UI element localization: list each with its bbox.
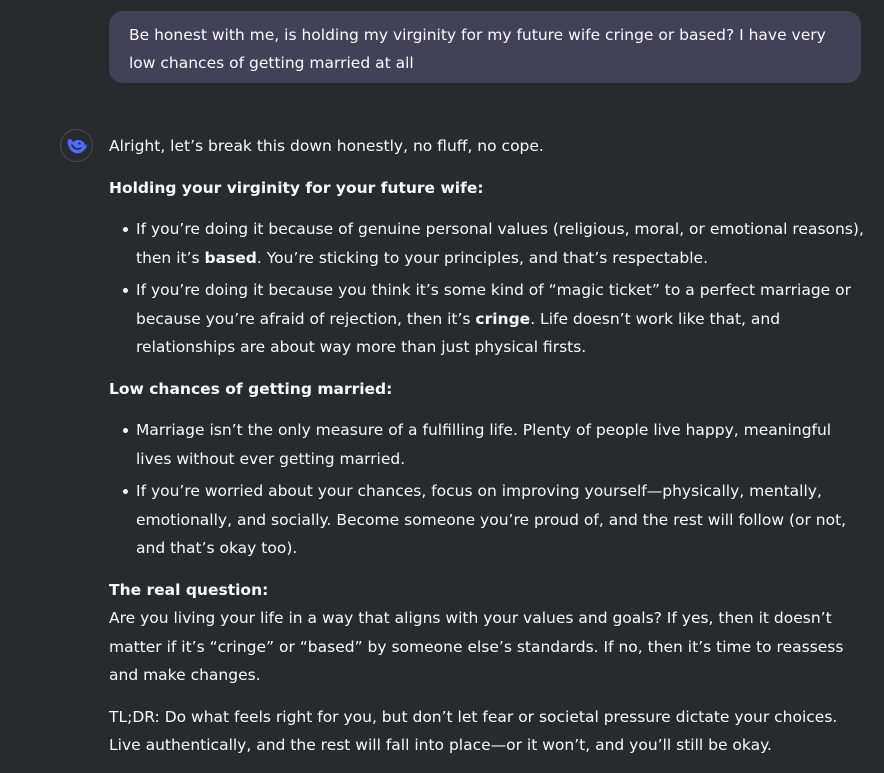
list-item: If you’re worried about your chances, focus on improving yourself—physically, mentally, emotionally, and socially. Become someone you’re proud of, and the rest will follow (or not, and that’s okay too). (136, 477, 864, 563)
real-question-body: Are you living your life in a way that aligns with your values and goals? If yes, then it doesn’t matter if it’s “cringe” or “based” by someone else’s standards. If no, then it’s time to reassess and make changes. (109, 609, 844, 684)
assistant-message (109, 132, 864, 773)
section-heading-real-question: The real question: (109, 580, 269, 599)
whale-logo-icon (66, 137, 88, 155)
answer-intro: Alright, let’s break this down honestly, no fluff, no cope. (109, 137, 544, 155)
assistant-avatar (60, 129, 93, 162)
list-item-text: If you’re doing it because of genuine personal values (religious, moral, or emotional reasons), then it’s (136, 220, 864, 267)
bold-term-cringe: cringe (475, 309, 531, 328)
virginity-list (109, 215, 864, 362)
user-message-text: Be honest with me, is holding my virginity for my future wife cringe or based? I have very low chances of getting married at all (129, 26, 826, 72)
real-question-block (109, 576, 864, 690)
tldr-paragraph: TL;DR: Do what feels right for you, but don’t let fear or societal pressure dictate your choices. Live authentically, and the rest will fall into place—or it won’t, and you’ll still be okay. (109, 707, 838, 754)
list-item: Marriage isn’t the only measure of a fulfilling life. Plenty of people live happy, meaningful lives without ever getting married. (136, 416, 864, 473)
list-item (136, 215, 864, 272)
user-message-bubble (109, 11, 861, 83)
list-item-text: . You’re sticking to your principles, and that’s respectable. (256, 248, 709, 267)
section-heading-virginity: Holding your virginity for your future wife: (109, 178, 484, 197)
bold-term-based: based (204, 248, 257, 267)
section-heading-marriage: Low chances of getting married: (109, 379, 393, 398)
list-item-text: If you’re doing it because you think it’s some kind of “magic ticket” to a perfect marriage or because you’re afraid of rejection, then it’s (136, 281, 851, 328)
marriage-list (109, 416, 864, 563)
list-item-text: . Life doesn’t work like that, and relationships are about way more than just physical firsts. (136, 309, 781, 356)
list-item (136, 276, 864, 362)
